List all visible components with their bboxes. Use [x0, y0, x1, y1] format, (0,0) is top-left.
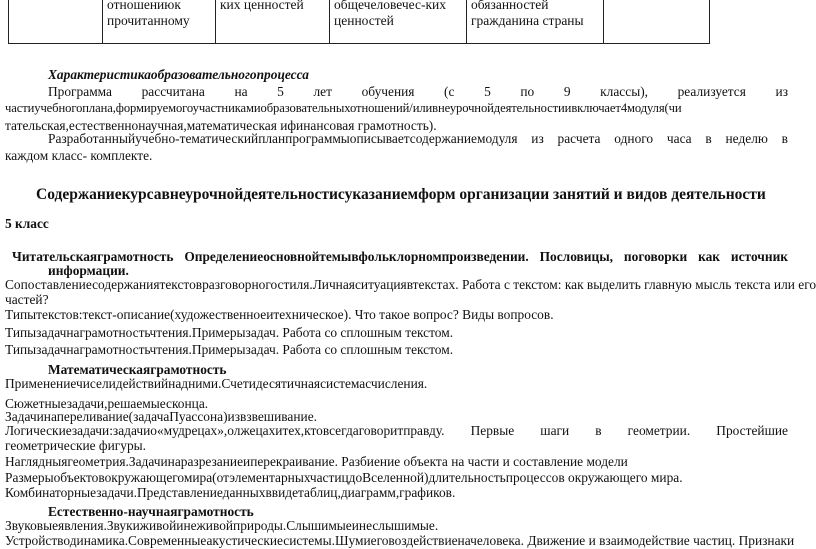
paragraph-line: тательская,естественнонаучная,математическая ифинансовая грамотность). [5, 118, 437, 133]
text-line: Звуковыеявления.Звукиживойинеживойприроды.Слышимыеинеслышимые. [5, 518, 439, 533]
text-line: Наглядныягеометрия.Задачинаразрезаниеиперекраивание. Разбиение объекта на части и составление модели [5, 454, 628, 469]
text-line: Типызадачнаграмотностьчтения.Примерызадач. Работа со сплошным текстом. [5, 342, 454, 357]
table-cell [9, 0, 103, 44]
text-line: Логическиезадачи:задачио«мудрецах»,олжецахитех,ктовсегдаговоритправду. Первые шаги в геометрии. Простейшие [5, 423, 788, 438]
reading-heading: Читательскаяграмотность Определениеосновнойтемывфольклорномпроизведении. Пословицы, поговорки как источник [12, 249, 788, 264]
grade-label: 5 класс [5, 216, 49, 231]
text-line: Типытекстов:текст-описание(художественноеитехническое). Что такое вопрос? Виды вопросов. [5, 307, 554, 322]
text-line: частей? [5, 292, 49, 307]
table-row [9, 0, 710, 44]
text-line: Размерыобъектовокружающегомира(отэлементарныхчастицдоВселенной)длительностьпроцессов окружающего мира. [5, 470, 683, 485]
paragraph-line: частиучебногоплана,формируемогоучастникамиобразовательныхотношений/иливнеурочнойдеятельностиивключает4модуля(чи [5, 101, 682, 115]
content-heading: Содержаниекурсавнеурочнойдеятельностисуказаниемформ организации занятий и видов деятельности [36, 186, 766, 203]
text-line: Сюжетныезадачи,решаемыесконца. [5, 396, 209, 411]
text-line: Задачинапереливание(задачаПуассона)извзвешивание. [5, 409, 317, 424]
text-line: геометрические фигуры. [5, 438, 146, 453]
values-table [8, 0, 710, 44]
text-line: Комбинаторныезадачи.Представлениеданныхввидетаблиц,диаграмм,графиков. [5, 485, 456, 500]
table-cell: ких ценностей [216, 0, 330, 44]
science-heading: Естественно-научнаяграмотность [48, 504, 254, 519]
text-line: Устройстводинамика.Современныеакустическиесистемы.Шумиеговоздействиеначеловека. Движение и взаимодействие частиц. Признаки [5, 533, 795, 548]
math-heading: Математическаяграмотность [48, 362, 227, 377]
table-cell: обязанностей гражданина страны [467, 0, 604, 44]
paragraph-line: каждом класс- комплекте. [5, 148, 153, 163]
table-cell [604, 0, 710, 44]
characteristic-heading: Характеристикаобразовательногопроцесса [48, 67, 309, 82]
paragraph-line: Программа рассчитана на 5 лет обучения (с 5 по 9 классы), реализуется из [48, 84, 788, 99]
text-line: Применениечиселидействийнадними.Счетидесятичнаясистемасчисления. [5, 376, 428, 391]
reading-heading-cont: информации. [48, 263, 129, 278]
paragraph-line: Разработанныйучебно-тематическийпланпрограммыописываетсодержаниемодуля из расчета одного часа в неделю в [48, 131, 788, 146]
text-line: Типызадачнаграмотностьчтения.Примерызадач. Работа со сплошным текстом. [5, 325, 454, 340]
table-cell: отношениюк прочитанному [103, 0, 216, 44]
table-cell: общечеловечес-ких ценностей [330, 0, 467, 44]
text-line: Сопоставлениесодержаниятекстовразговорногостиля.Личнаяситуациявтекстах. Работа с текстом: как выделить главную мысль текста или его [5, 277, 816, 292]
